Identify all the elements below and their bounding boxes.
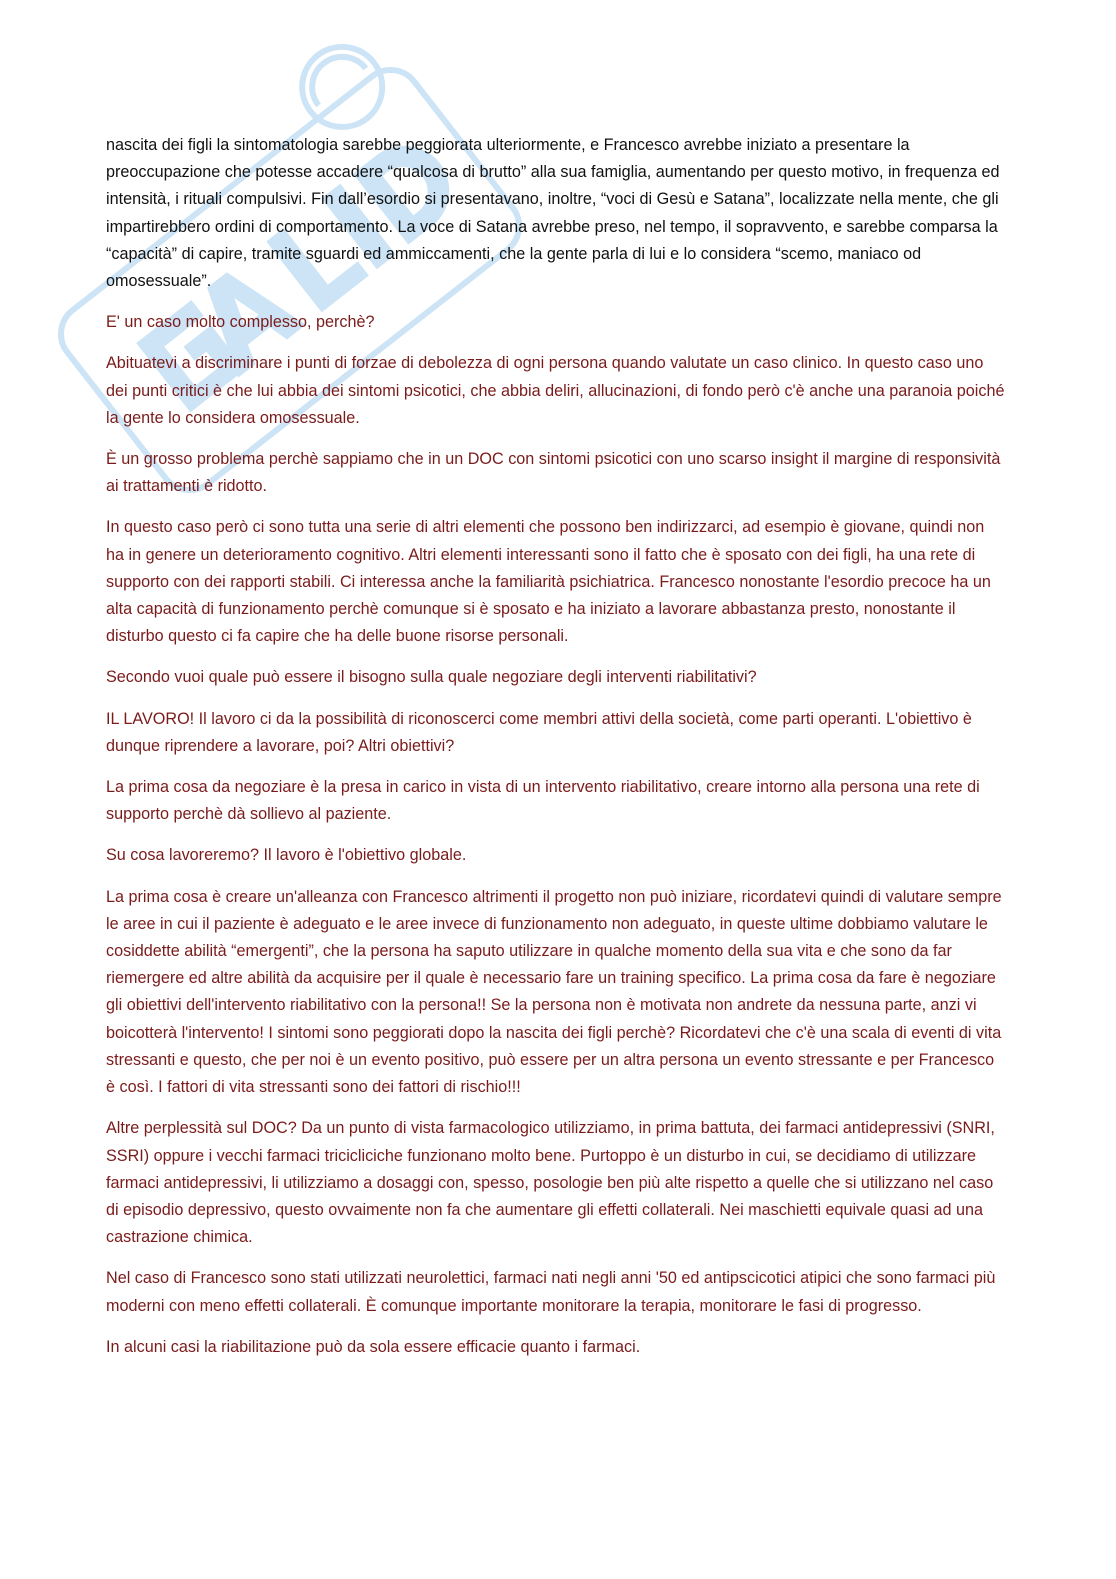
paragraph-strengths-weaknesses: Abituatevi a discriminare i punti di forzae di debolezza di ogni persona quando valutate un caso clinico. In questo caso uno dei punti critici è che lui abbia dei sintomi psicotici, che abbia deliri, allucinazioni, di fondo però c'è anche una paranoia poiché la gente lo considera omosessuale. [106, 354, 1005, 427]
paragraph-positive-elements: In questo caso però ci sono tutta una serie di altri elementi che possono ben indirizzarci, ad esempio è giovane, quindi non ha in genere un deterioramento cognitivo. Altri elementi interessanti sono il fatto che è sposato con dei figli, ha una rete di supporto con dei rapporti stabili. Ci interessa anche la familiarità psichiatrica. Francesco nonostante l'esordio precoce ha un alta capacità di funzionamento perchè comunque si è sposato e ha iniziato a lavorare abbastanza presto, nonostante il disturbo questo ci fa capire che ha delle buone risorse personali. [106, 518, 991, 646]
paragraph-pharmacology: Altre perplessità sul DOC? Da un punto di vista farmacologico utilizziamo, in prima battuta, dei farmaci antidepressivi (SNRI, SSRI) oppure i vecchi farmaci tricicliciche funzionano molto bene. Purtoppo è un disturbo in cui, se decidiamo di utilizzare farmaci antidepressivi, li utilizziamo a dosaggi con, spesso, posologie ben più alte rispetto a quelle che si utilizzano nel caso di episodio depressivo, questo ovvaimente non fa che aumentare gli effetti collaterali. Nei maschietti equivale quasi ad una castrazione chimica. [106, 1119, 995, 1247]
paragraph-alliance: La prima cosa è creare un'alleanza con Francesco altrimenti il progetto non può iniziare, ricordatevi quindi di valutare sempre le aree in cui il paziente è adeguato e le aree invece di funzionamento non adeguato, in queste ultime dobbiamo valutare le cosiddette abilità “emergenti”, che la persona ha saputo utilizzare in qualche momento della sua vita e che sono da far riemergere ed altre abilità da acquisire per il quale è necessario fare un training specifico. La prima cosa da fare è negoziare gli obiettivi dell'intervento riabilitativo con la persona!! Se la persona non è motivata non andrete da nessuna parte, anzi vi boicotterà l'intervento! I sintomi sono peggiorati dopo la nascita dei figli perchè? Ricordatevi che c'è una scala di eventi di vita stressanti e questo, che per noi è un evento positivo, può essere per un altra persona un evento stressante e per Francesco è così. I fattori di vita stressanti sono dei fattori di rischio!!! [106, 887, 1002, 1097]
paragraph-rehabilitation: In alcuni casi la riabilitazione può da sola essere efficacie quanto i farmaci. [106, 1337, 641, 1356]
document-body [106, 132, 1006, 1375]
paragraph-work-goal: IL LAVORO! Il lavoro ci da la possibilità di riconoscerci come membri attivi della società, come parti operanti. L'obiettivo è dunque riprendere a lavorare, poi? Altri obiettivi? [106, 709, 972, 755]
paragraph-case-history: nascita dei figli la sintomatologia sarebbe peggiorata ulteriormente, e Francesco avrebbe iniziato a presentare la preoccupazione che potesse accadere “qualcosa di brutto” alla sua famiglia, aumentando per questo motivo, in frequenza ed intensità, i rituali compulsivi. Fin dall’esordio si presentavano, inoltre, “voci di Gesù e Satana”, localizzate nella mente, che gli impartirebbero ordini di comportamento. La voce di Satana avrebbe preso, nel tempo, il sopravvento, e sarebbe comparsa la “capacità” di capire, tramite sguardi ed ammiccamenti, che la gente parla di lui e lo considera “scemo, maniaco od omosessuale”. [106, 136, 1000, 291]
paragraph-taking-charge: La prima cosa da negoziare è la presa in carico in vista di un intervento riabilitativo, creare intorno alla persona una rete di supporto perchè dà sollievo al paziente. [106, 778, 980, 824]
paragraph-neuroleptics: Nel caso di Francesco sono stati utilizzati neurolettici, farmaci nati negli anni '50 ed antipscicotici atipici che sono farmaci più moderni con meno effetti collaterali. È comunque importante monitorare la terapia, monitorare le fasi di progresso. [106, 1269, 996, 1315]
paragraph-question-need: Secondo vuoi quale può essere il bisogno sulla quale negoziare degli interventi riabilitativi? [106, 668, 757, 687]
paragraph-question-work: Su cosa lavoreremo? Il lavoro è l'obiettivo globale. [106, 846, 467, 865]
paragraph-question-complexity: E' un caso molto complesso, perchè? [106, 313, 375, 332]
paragraph-insight-problem: È un grosso problema perchè sappiamo che in un DOC con sintomi psicotici con uno scarso insight il margine di responsività ai trattamenti è ridotto. [106, 450, 1001, 496]
